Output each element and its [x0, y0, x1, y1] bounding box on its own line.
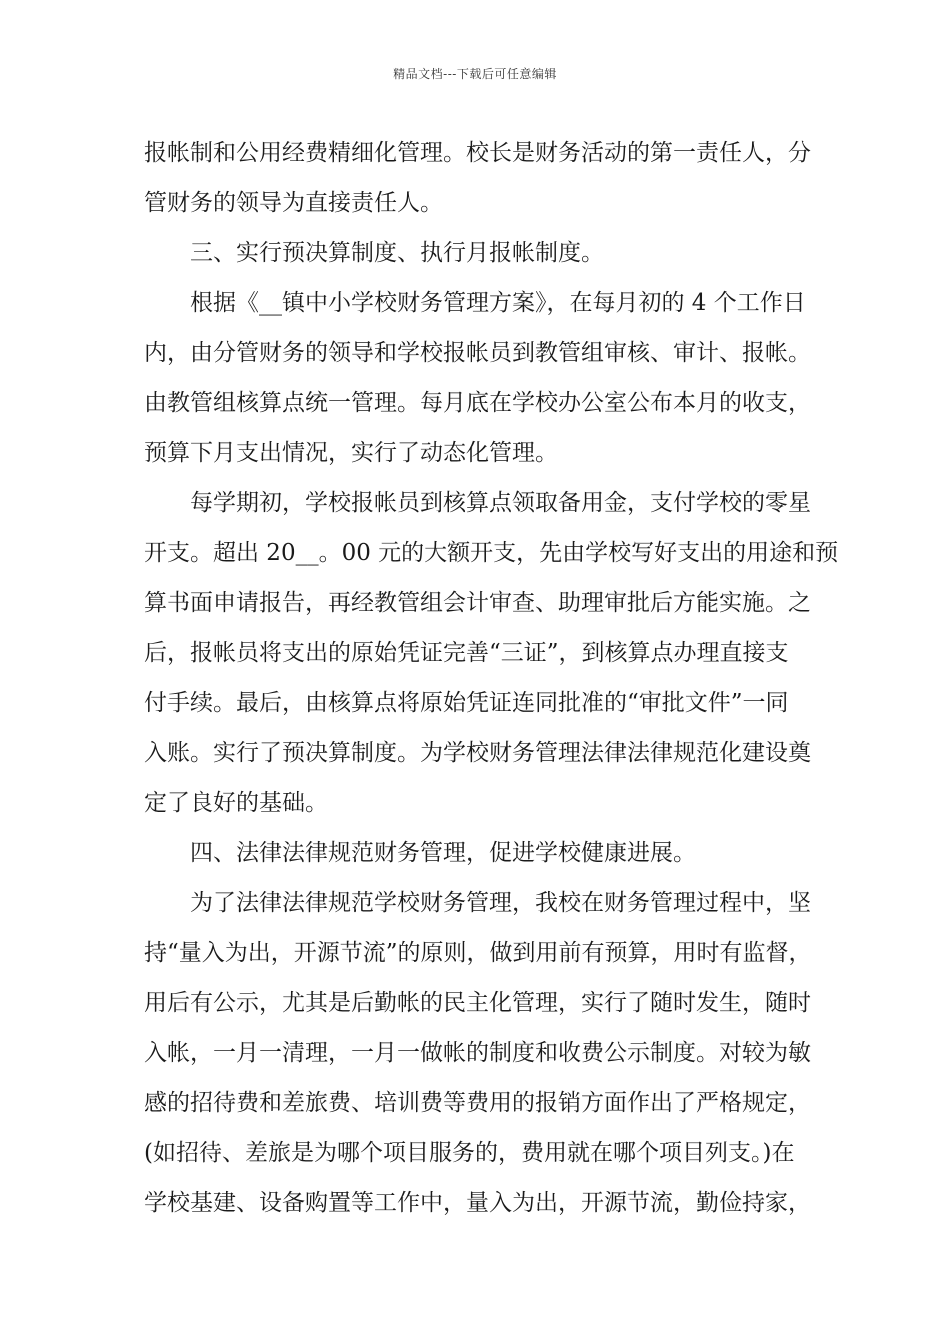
text-line: 内，由分管财务的领导和学校报帐员到教管组审核、审计、报帐。: [144, 340, 811, 366]
text-line: 报帐制和公用经费精细化管理。校长是财务活动的第一责任人，分: [144, 140, 811, 166]
text-line: 用后有公示，尤其是后勤帐的民主化管理，实行了随时发生，随时: [144, 990, 811, 1016]
text-line: 感的招待费和差旅费、培训费等费用的报销方面作出了严格规定，: [144, 1090, 811, 1116]
text-line: 开支。超出 20__。00 元的大额开支，先由学校写好支出的用途和预: [144, 540, 839, 566]
section-heading: 四、法律法律规范财务管理，促进学校健康进展。: [190, 840, 696, 866]
text-line: 入帐，一月一清理，一月一做帐的制度和收费公示制度。对较为敏: [144, 1040, 811, 1066]
text-line: 定了良好的基础。: [144, 790, 328, 816]
text-line: 算书面申请报告，再经教管组会计审查、助理审批后方能实施。之: [144, 590, 811, 616]
text-line: 持“量入为出，开源节流”的原则，做到用前有预算，用时有监督，: [144, 940, 812, 966]
text-line: 每学期初，学校报帐员到核算点领取备用金，支付学校的零星: [190, 490, 811, 516]
text-line: 后，报帐员将支出的原始凭证完善“三证”，到核算点办理直接支: [144, 640, 789, 666]
text-line: 管财务的领导为直接责任人。: [144, 190, 443, 216]
section-heading: 三、实行预决算制度、执行月报帐制度。: [190, 240, 604, 266]
text-line: 入账。实行了预决算制度。为学校财务管理法律法律规范化建设奠: [144, 740, 811, 766]
text-line: 根据《__镇中小学校财务管理方案》，在每月初的 4 个工作日: [190, 290, 806, 316]
text-line: 由教管组核算点统一管理。每月底在学校办公室公布本月的收支，: [144, 390, 811, 416]
text-line: 预算下月支出情况，实行了动态化管理。: [144, 440, 558, 466]
text-line: (如招待、差旅是为哪个项目服务的，费用就在哪个项目列支。)在: [144, 1140, 795, 1166]
text-line: 为了法律法律规范学校财务管理，我校在财务管理过程中，坚: [190, 890, 811, 916]
page-header: 精品文档---下载后可任意编辑: [393, 67, 557, 81]
text-line: 学校基建、设备购置等工作中，量入为出，开源节流，勤俭持家，: [144, 1190, 811, 1216]
text-line: 付手续。最后，由核算点将原始凭证连同批准的“审批文件”一同: [144, 690, 789, 716]
document-body: [144, 131, 839, 1231]
